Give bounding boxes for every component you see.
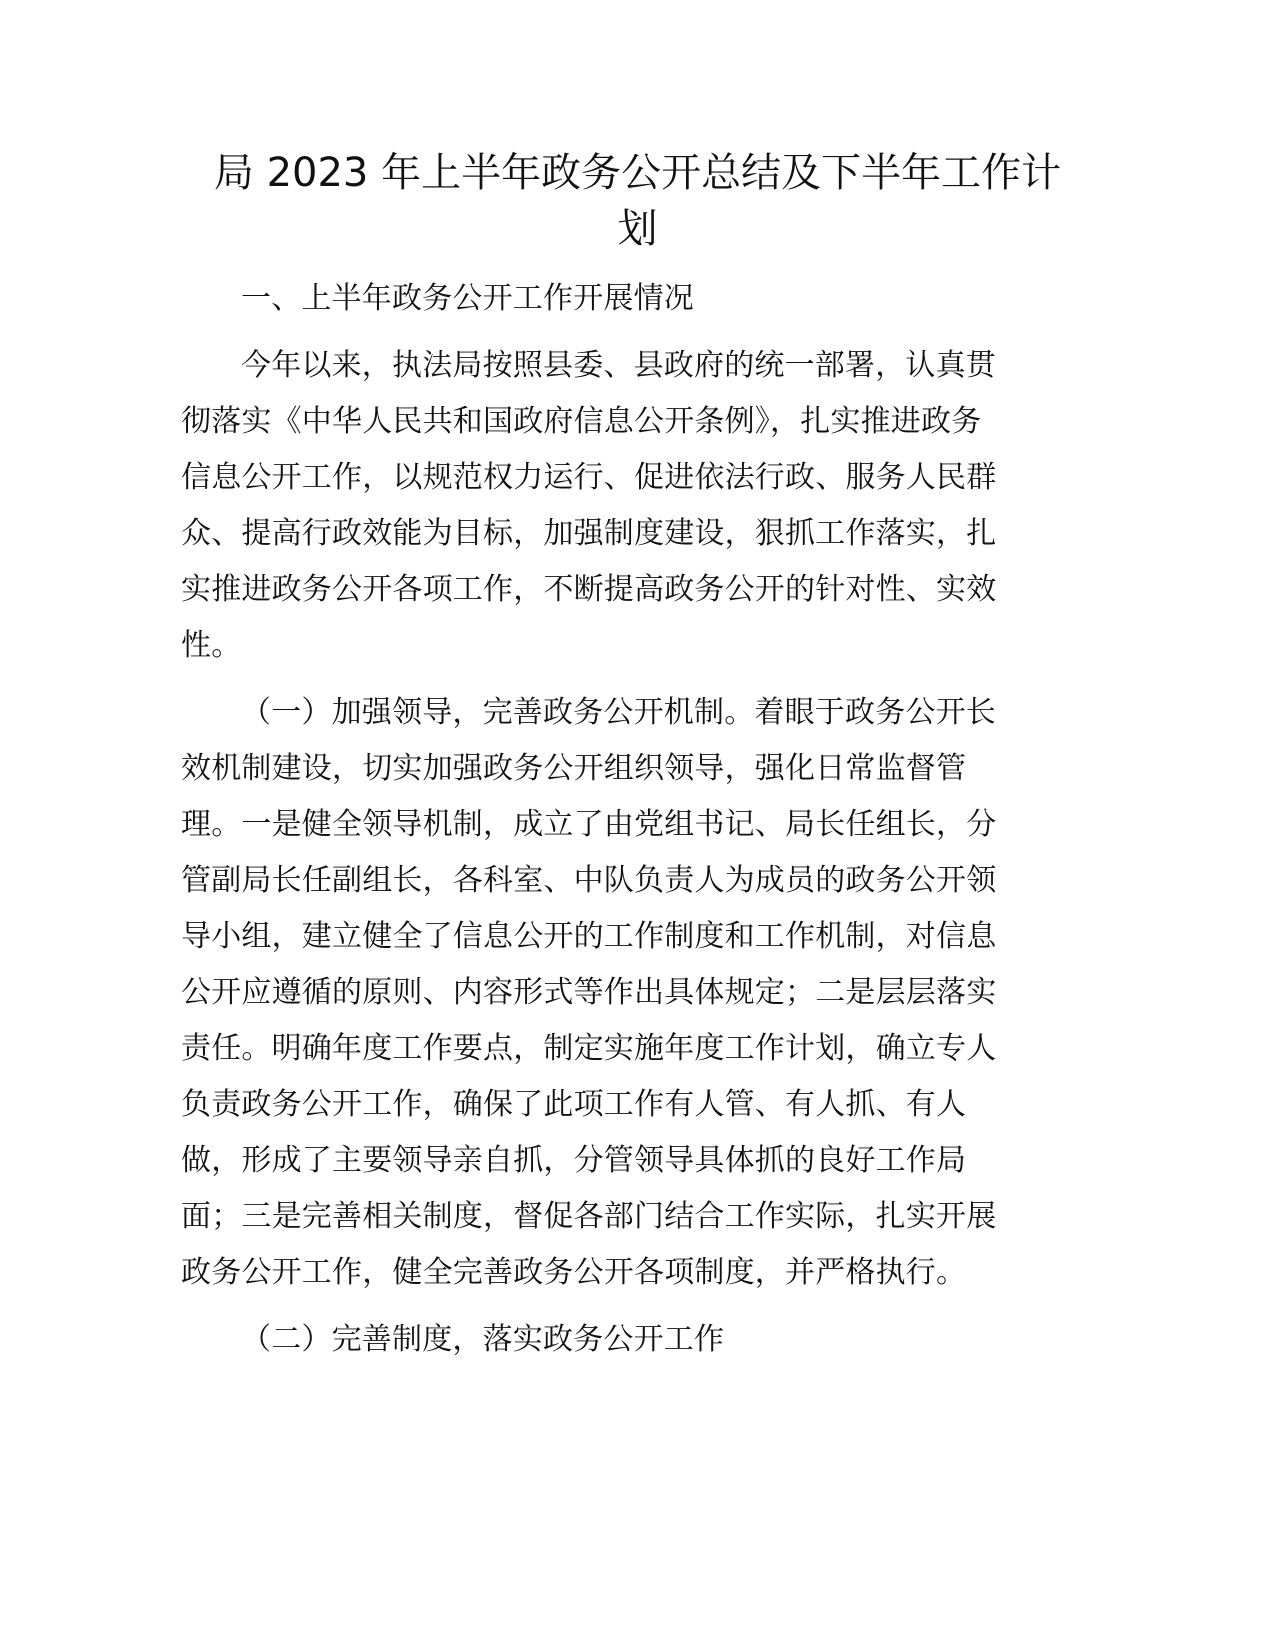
- paragraph-line: 信息公开工作，以规范权力运行、促进依法行政、服务人民群: [181, 460, 997, 495]
- subsection-1-line: 负责政务公开工作，确保了此项工作有人管、有人抓、有人: [181, 1087, 967, 1122]
- subsection-1-line: 政务公开工作，健全完善政务公开各项制度，并严格执行。: [181, 1255, 967, 1290]
- subsection-1-line: 理。一是健全领导机制，成立了由党组书记、局长任组长，分: [181, 807, 997, 842]
- subsection-1-line: 管副局长任副组长，各科室、中队负责人为成员的政务公开领: [181, 863, 997, 898]
- subsection-1-line: 面；三是完善相关制度，督促各部门结合工作实际，扎实开展: [181, 1199, 997, 1234]
- paragraph-line: 今年以来，执法局按照县委、县政府的统一部署，认真贯: [241, 348, 996, 383]
- document-title-line-1: 局 2023 年上半年政务公开总结及下半年工作计: [213, 150, 1062, 196]
- paragraph-line: 实推进政务公开各项工作，不断提高政务公开的针对性、实效: [181, 572, 997, 607]
- subsection-2-heading: （二）完善制度，落实政务公开工作: [241, 1322, 725, 1357]
- subsection-1-line: （一）加强领导，完善政务公开机制。着眼于政务公开长: [241, 695, 996, 730]
- paragraph-line: 众、提高行政效能为目标，加强制度建设，狠抓工作落实，扎: [181, 516, 997, 551]
- section-heading: 一、上半年政务公开工作开展情况: [241, 281, 694, 316]
- paragraph-line: 彻落实《中华人民共和国政府信息公开条例》，扎实推进政务: [181, 404, 982, 439]
- paragraph-line: 性。: [181, 628, 242, 663]
- subsection-1-line: 公开应遵循的原则、内容形式等作出具体规定；二是层层落实: [181, 975, 997, 1010]
- document-title-line-2: 划: [617, 206, 658, 252]
- subsection-1-line: 做，形成了主要领导亲自抓，分管领导具体抓的良好工作局: [181, 1143, 967, 1178]
- subsection-1-line: 导小组，建立健全了信息公开的工作制度和工作机制，对信息: [181, 919, 997, 954]
- subsection-1-line: 责任。明确年度工作要点，制定实施年度工作计划，确立专人: [181, 1031, 997, 1066]
- subsection-1-line: 效机制建设，切实加强政务公开组织领导，强化日常监督管: [181, 751, 967, 786]
